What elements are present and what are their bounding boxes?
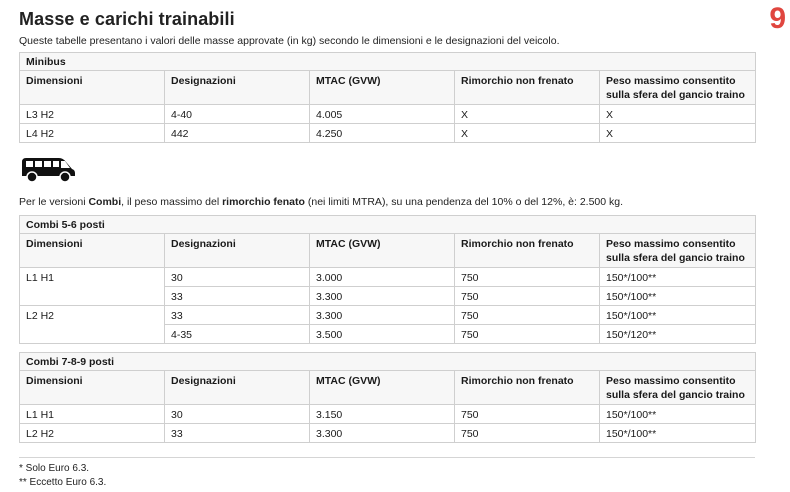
cell-rim: 750: [455, 287, 600, 306]
note-part: (nei limiti MTRA), su una pendenza del 10% o del 12%, è: 2.500 kg.: [304, 196, 624, 208]
cell-des: 33: [165, 306, 310, 325]
cell-peso: 150*/100**: [600, 268, 756, 287]
header-peso: [600, 71, 756, 105]
note-bold-rimorchio: rimorchio fenato: [222, 196, 305, 208]
cell-des: 4-40: [165, 105, 310, 124]
header-rimorchio: Rimorchio non frenato: [455, 71, 600, 105]
cell-dim: L2 H2: [20, 424, 165, 443]
cell-des: 30: [165, 268, 310, 287]
header-peso: [600, 371, 756, 405]
cell-rim: 750: [455, 424, 600, 443]
header-mtac: MTAC (GVW): [310, 234, 455, 268]
header-peso-line2: sulla sfera del gancio traino: [606, 389, 745, 401]
header-mtac: MTAC (GVW): [310, 371, 455, 405]
cell-mtac: 4.250: [310, 124, 455, 143]
header-dimensioni: Dimensioni: [20, 71, 165, 105]
table-row: [20, 405, 756, 424]
cell-des: 4-35: [165, 325, 310, 344]
cell-mtac: 3.300: [310, 287, 455, 306]
cell-des: 30: [165, 405, 310, 424]
header-peso-line1: Peso massimo consentito: [606, 375, 736, 387]
page-title: Masse e carichi trainabili: [19, 9, 235, 29]
header-mtac: MTAC (GVW): [310, 71, 455, 105]
combi-note: [19, 196, 623, 208]
cell-rim: 750: [455, 325, 600, 344]
cell-des: 442: [165, 124, 310, 143]
combi-5-6-table: [19, 215, 756, 344]
cell-mtac: 3.150: [310, 405, 455, 424]
group-label: Combi 5-6 posti: [20, 216, 756, 234]
cell-mtac: 3.000: [310, 268, 455, 287]
header-designazioni: Designazioni: [165, 71, 310, 105]
cell-dim: L4 H2: [20, 124, 165, 143]
cell-rim: X: [455, 105, 600, 124]
cell-rim: 750: [455, 268, 600, 287]
footnote-divider: [19, 457, 755, 458]
header-rimorchio: Rimorchio non frenato: [455, 371, 600, 405]
cell-peso: X: [600, 124, 756, 143]
cell-peso: 150*/100**: [600, 405, 756, 424]
cell-peso: 150*/120**: [600, 325, 756, 344]
header-peso-line1: Peso massimo consentito: [606, 75, 736, 87]
van-icon: [19, 154, 77, 184]
note-part: , il peso massimo del: [121, 196, 223, 208]
header-rimorchio: Rimorchio non frenato: [455, 234, 600, 268]
header-dimensioni: Dimensioni: [20, 371, 165, 405]
cell-mtac: 3.300: [310, 306, 455, 325]
footnote-1: * Solo Euro 6.3.: [19, 463, 90, 474]
cell-dim: L1 H1: [20, 268, 165, 306]
header-dimensioni: Dimensioni: [20, 234, 165, 268]
minibus-table: [19, 52, 756, 143]
cell-peso: X: [600, 105, 756, 124]
header-peso-line2: sulla sfera del gancio traino: [606, 252, 745, 264]
header-designazioni: Designazioni: [165, 234, 310, 268]
note-part: Per le versioni: [19, 196, 89, 208]
cell-peso: 150*/100**: [600, 306, 756, 325]
cell-rim: X: [455, 124, 600, 143]
header-designazioni: Designazioni: [165, 371, 310, 405]
cell-mtac: 3.500: [310, 325, 455, 344]
header-peso-line2: sulla sfera del gancio traino: [606, 89, 745, 101]
cell-peso: 150*/100**: [600, 424, 756, 443]
page-number: 9: [769, 2, 786, 35]
cell-des: 33: [165, 424, 310, 443]
header-peso: [600, 234, 756, 268]
group-label: Minibus: [20, 53, 756, 71]
table-row: [20, 124, 756, 143]
cell-rim: 750: [455, 306, 600, 325]
table-row: [20, 306, 756, 325]
cell-dim: L1 H1: [20, 405, 165, 424]
cell-peso: 150*/100**: [600, 287, 756, 306]
cell-des: 33: [165, 287, 310, 306]
header-peso-line1: Peso massimo consentito: [606, 238, 736, 250]
cell-mtac: 4.005: [310, 105, 455, 124]
cell-mtac: 3.300: [310, 424, 455, 443]
intro-text: Queste tabelle presentano i valori delle masse approvate (in kg) secondo le dimensioni e le designazioni del veicolo.: [19, 35, 560, 47]
table-row: [20, 424, 756, 443]
cell-rim: 750: [455, 405, 600, 424]
cell-dim: L2 H2: [20, 306, 165, 344]
group-label: Combi 7-8-9 posti: [20, 353, 756, 371]
combi-7-8-9-table: [19, 352, 756, 443]
cell-dim: L3 H2: [20, 105, 165, 124]
table-row: [20, 268, 756, 287]
footnote-2: ** Eccetto Euro 6.3.: [19, 477, 107, 488]
table-row: [20, 105, 756, 124]
note-bold-combi: Combi: [88, 196, 122, 208]
